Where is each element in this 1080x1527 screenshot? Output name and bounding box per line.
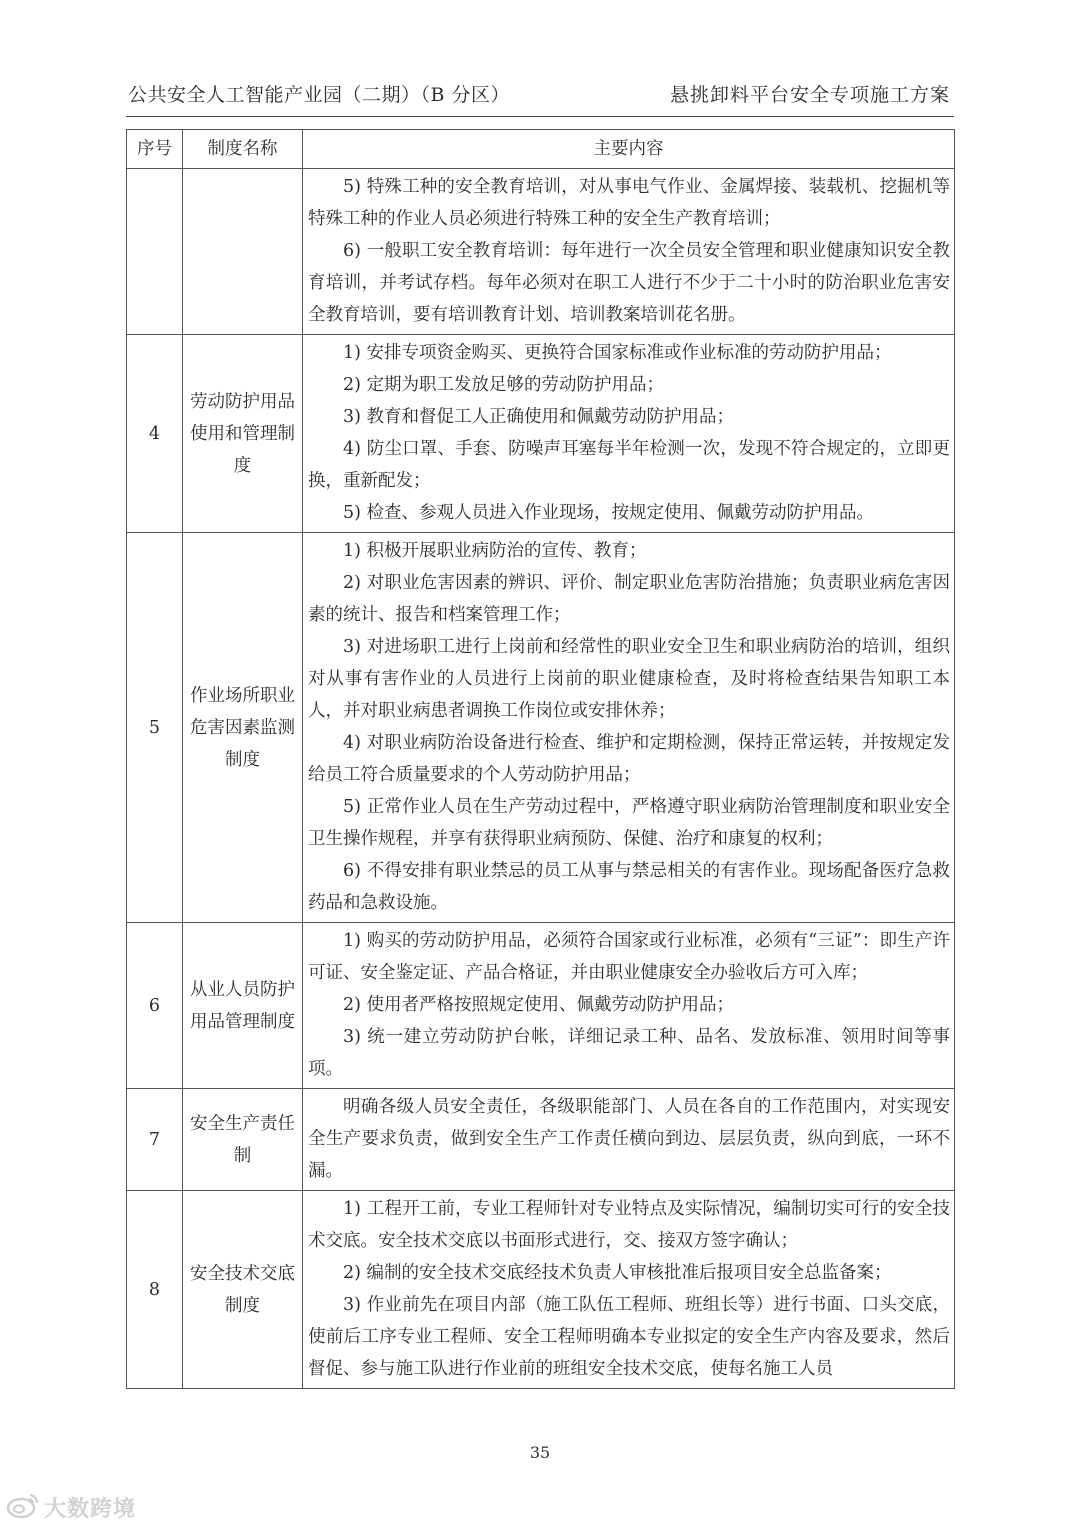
table-row — [127, 169, 955, 335]
table-row — [127, 335, 955, 533]
row-number: 4 — [127, 335, 183, 533]
content-item: 3) 教育和督促工人正确使用和佩戴劳动防护用品； — [343, 407, 735, 427]
table-row — [127, 923, 955, 1089]
content-item: 6) 一般职工安全教育培训：每年进行一次全员安全管理和职业健康知识安全教育培训，并考试存档。每年必须对在职工人进行不少于二十小时的防治职业危害安全教育培训，要有培训教育计划、培训教案培训花名册。 — [308, 241, 950, 325]
content-item: 4) 对职业病防治设备进行检查、维护和定期检测，保持正常运转，并按规定发给员工符合质量要求的个人劳动防护用品； — [308, 733, 950, 785]
row-number: 8 — [127, 1191, 183, 1389]
header-divider — [126, 116, 954, 117]
regulation-content — [303, 1089, 955, 1191]
content-item: 3) 统一建立劳动防护台帐，详细记录工种、品名、发放标准、领用时间等事项。 — [308, 1027, 950, 1079]
watermark-text: 大数跨境 — [44, 1496, 137, 1522]
column-header-content: 主要内容 — [303, 130, 955, 169]
content-item: 3) 对进场职工进行上岗前和经常性的职业安全卫生和职业病防治的培训，组织对从事有害作业的人员进行上岗前的职业健康检查，及时将检查结果告知职工本人，并对职业病患者调换工作岗位或安排休养； — [308, 637, 950, 721]
table-row — [127, 1089, 955, 1191]
regulation-content — [303, 923, 955, 1089]
content-item: 1) 安排专项资金购买、更换符合国家标准或作业标准的劳动防护用品； — [343, 343, 892, 363]
document-header-subtitle: 悬挑卸料平台安全专项施工方案 — [669, 84, 950, 106]
content-item: 5) 特殊工种的安全教育培训，对从事电气作业、金属焊接、装载机、挖掘机等特殊工种的作业人员必须进行特殊工种的安全生产教育培训； — [308, 177, 950, 229]
regulation-content — [303, 1191, 955, 1389]
row-number: 6 — [127, 923, 183, 1089]
content-item: 明确各级人员安全责任，各级职能部门、人员在各自的工作范围内，对实现安全生产要求负责，做到安全生产工作责任横向到边、层层负责，纵向到底，一环不漏。 — [308, 1097, 950, 1181]
content-item: 2) 使用者严格按照规定使用、佩戴劳动防护用品； — [343, 995, 735, 1015]
content-item: 5) 检查、参观人员进入作业现场，按规定使用、佩戴劳动防护用品。 — [343, 503, 875, 523]
watermark — [6, 1491, 136, 1523]
column-header-name: 制度名称 — [183, 130, 303, 169]
content-item: 1) 购买的劳动防护用品，必须符合国家或行业标准，必须有“三证”：即生产许可证、安全鉴定证、产品合格证，并由职业健康安全办验收后方可入库； — [308, 931, 950, 983]
content-item: 4) 防尘口罩、手套、防噪声耳塞每半年检测一次，发现不符合规定的，立即更换，重新配发； — [308, 439, 950, 491]
content-item: 2) 定期为职工发放足够的劳动防护用品； — [343, 375, 665, 395]
table-row — [127, 1191, 955, 1389]
regulation-table — [126, 129, 955, 1389]
column-header-number: 序号 — [127, 130, 183, 169]
page-number: 35 — [529, 1443, 551, 1462]
regulation-name: 从业人员防护用品管理制度 — [183, 923, 303, 1089]
regulation-name: 劳动防护用品使用和管理制度 — [183, 335, 303, 533]
regulation-name — [183, 169, 303, 335]
content-item: 2) 对职业危害因素的辨识、评价、制定职业危害防治措施；负责职业病危害因素的统计、报告和档案管理工作； — [308, 573, 950, 625]
regulation-name: 作业场所职业危害因素监测制度 — [183, 533, 303, 923]
row-number: 7 — [127, 1089, 183, 1191]
content-item: 1) 积极开展职业病防治的宣传、教育； — [343, 541, 647, 561]
regulation-name: 安全生产责任制 — [183, 1089, 303, 1191]
row-number — [127, 169, 183, 335]
row-number: 5 — [127, 533, 183, 923]
regulation-content — [303, 533, 955, 923]
weibo-logo-icon — [6, 1491, 40, 1523]
regulation-content — [303, 335, 955, 533]
content-item: 5) 正常作业人员在生产劳动过程中，严格遵守职业病防治管理制度和职业安全卫生操作规程，并享有获得职业病预防、保健、治疗和康复的权利； — [308, 797, 950, 849]
content-item: 3) 作业前先在项目内部（施工队伍工程师、班组长等）进行书面、口头交底，使前后工序专业工程师、安全工程师明确本专业拟定的安全生产内容及要求，然后督促、参与施工队进行作业前的班组安全技术交底，使每名施工人员 — [308, 1295, 950, 1379]
regulation-content — [303, 169, 955, 335]
table-header-row — [127, 130, 955, 169]
regulation-name: 安全技术交底制度 — [183, 1191, 303, 1389]
document-header-title: 公共安全人工智能产业园（二期）（B 分区） — [128, 84, 511, 106]
content-item: 1) 工程开工前，专业工程师针对专业特点及实际情况，编制切实可行的安全技术交底。安全技术交底以书面形式进行，交、接双方签字确认； — [308, 1199, 950, 1251]
table-row — [127, 533, 955, 923]
content-item: 2) 编制的安全技术交底经技术负责人审核批准后报项目安全总监备案； — [343, 1263, 892, 1283]
content-item: 6) 不得安排有职业禁忌的员工从事与禁忌相关的有害作业。现场配备医疗急救药品和急救设施。 — [308, 861, 950, 913]
